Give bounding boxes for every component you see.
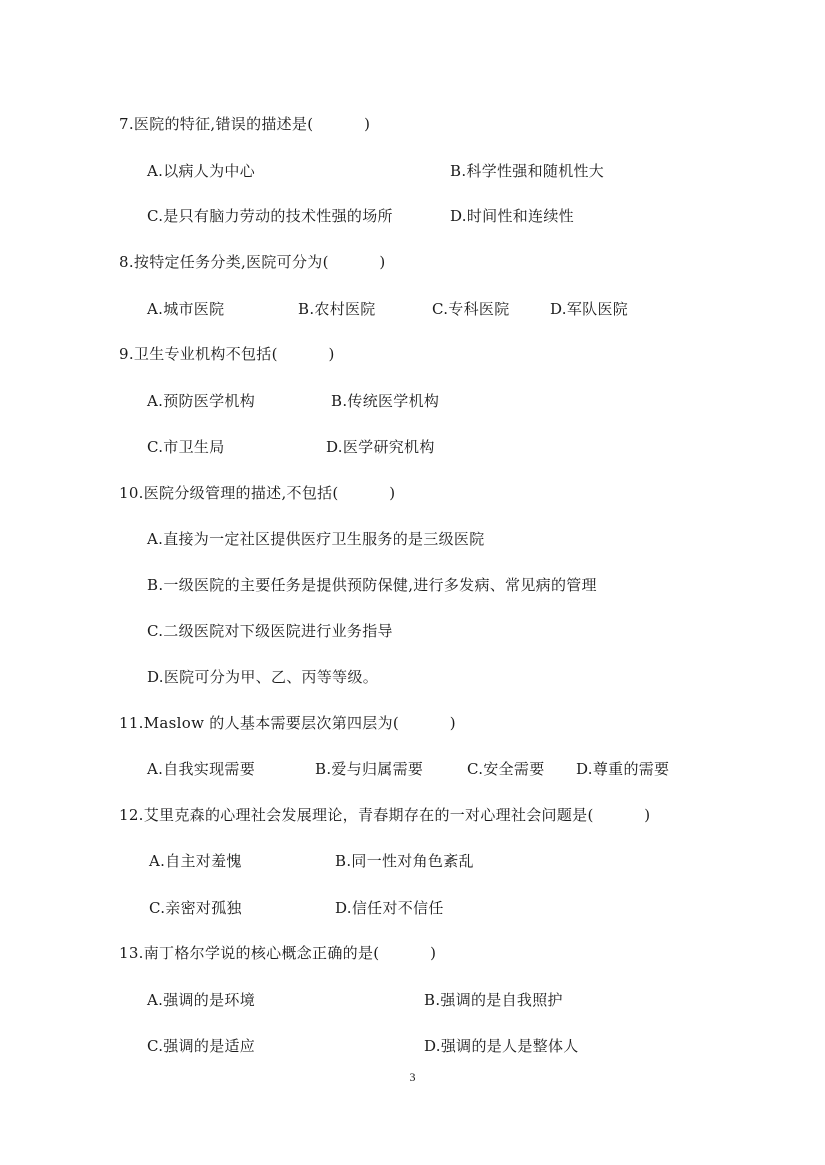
question-11-option-d: D.尊重的需要: [576, 760, 670, 778]
question-9-option-a: A.预防医学机构: [147, 392, 256, 410]
question-12-option-b: B.同一性对角色紊乱: [335, 852, 474, 870]
question-13-stem: 13.南丁格尔学说的核心概念正确的是( ): [119, 944, 437, 962]
question-10-option-d: D.医院可分为甲、乙、丙等等级。: [147, 668, 379, 686]
question-13-option-a: A.强调的是环境: [147, 991, 256, 1009]
question-9-option-b: B.传统医学机构: [331, 392, 440, 410]
question-8-stem: 8.按特定任务分类,医院可分为( ): [119, 253, 386, 271]
question-11-option-b: B.爱与归属需要: [315, 760, 424, 778]
question-11-option-a: A.自我实现需要: [147, 760, 256, 778]
question-8-option-a: A.城市医院: [147, 300, 225, 318]
question-12-option-d: D.信任对不信任: [335, 899, 444, 917]
question-10-option-c: C.二级医院对下级医院进行业务指导: [147, 622, 393, 640]
question-13-option-b: B.强调的是自我照护: [424, 991, 563, 1009]
question-8-option-d: D.军队医院: [550, 300, 629, 318]
question-13-option-c: C.强调的是适应: [147, 1037, 256, 1055]
question-8-option-b: B.农村医院: [298, 300, 376, 318]
page-number: 3: [409, 1070, 416, 1084]
question-7-option-b: B.科学性强和随机性大: [450, 162, 605, 180]
question-9-option-c: C.市卫生局: [147, 438, 225, 456]
question-9-option-d: D.医学研究机构: [326, 438, 435, 456]
question-10-option-b: B.一级医院的主要任务是提供预防保健,进行多发病、常见病的管理: [147, 576, 597, 594]
question-11-option-c: C.安全需要: [467, 760, 545, 778]
question-7-option-d: D.时间性和连续性: [450, 207, 574, 225]
question-13-option-d: D.强调的是人是整体人: [424, 1037, 579, 1055]
question-7-option-c: C.是只有脑力劳动的技术性强的场所: [147, 207, 393, 225]
question-7-option-a: A.以病人为中心: [147, 162, 256, 180]
question-10-option-a: A.直接为一定社区提供医疗卫生服务的是三级医院: [147, 530, 485, 548]
question-11-stem: 11.Maslow 的人基本需要层次第四层为( ): [119, 714, 456, 732]
question-12-option-c: C.亲密对孤独: [149, 899, 242, 917]
question-12-stem: 12.艾里克森的心理社会发展理论，青春期存在的一对心理社会问题是( ): [119, 806, 651, 824]
question-12-option-a: A.自主对羞愧: [149, 852, 242, 870]
question-9-stem: 9.卫生专业机构不包括( ): [119, 345, 335, 363]
question-10-stem: 10.医院分级管理的描述,不包括( ): [119, 484, 396, 502]
question-7-stem: 7.医院的特征,错误的描述是( ): [119, 115, 371, 133]
question-8-option-c: C.专科医院: [432, 300, 510, 318]
